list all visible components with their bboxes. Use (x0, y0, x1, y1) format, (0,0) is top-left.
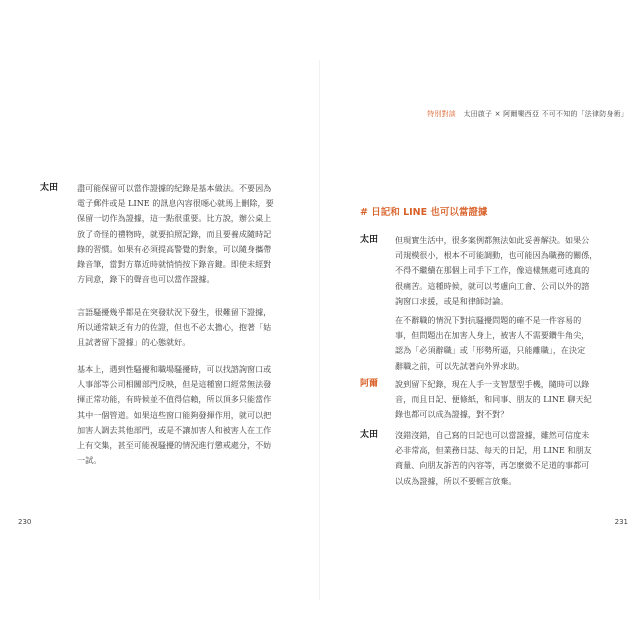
text-line: 辭職之前，可以先試著向外界求助。 (395, 360, 525, 371)
text-line: 詢窗口求援，或是和律師討論。 (395, 295, 509, 306)
text-line: 事，但問題出在加害人身上，被害人不需要鑽牛角尖， (395, 330, 590, 341)
text-line: 錄音筆，當對方靠近時就悄悄按下錄音鍵。即使未經對 (77, 259, 272, 270)
running-head (427, 109, 628, 119)
running-head-title: 太田啟子 × 阿爾樂西亞 不可不知的「法律防身術」 (463, 110, 628, 118)
text-line: 一試。 (77, 455, 102, 466)
text-line: 不得不繼續在那個上司手下工作，像這樣無處可逃真的 (395, 265, 590, 276)
text-line: 方同意，錄下的聲音也可以當作證據。 (77, 274, 215, 285)
text-line: 認為「必須辭職」或「形勢所逼，只能離職」，在決定 (395, 345, 586, 356)
speaker-label: 太田 (360, 235, 379, 245)
text-line: 錄也都可以成為證據，對不對？ (395, 409, 509, 420)
text-line: 保留一切作為證據，這一點很重要。比方說，辦公桌上 (77, 213, 272, 224)
text-line: 上有交集，甚至可能視騷擾的情況進行懲戒處分，不妨 (77, 440, 272, 451)
text-line: 很痛苦。這種時候，就可以考慮向工會、公司以外的諮 (395, 280, 590, 291)
text-line: 放了奇怪的禮物時，就要拍照記錄，而且要養成隨時記 (77, 228, 272, 239)
text-line: 沒錯沒錯，自己寫的日記也可以當證據，雖然可信度未 (395, 430, 590, 440)
text-line: 說到留下紀錄，現在人手一支智慧型手機，隨時可以錄 (395, 379, 590, 389)
text-line: 基本上，遇到性騷擾和職場騷擾時，可以找諮詢窗口或 (77, 364, 272, 374)
text-line: 但現實生活中，很多案例都無法如此妥善解決。如果公 (395, 235, 590, 245)
text-line: 人事部等公司相關部門反映，但是這種窗口經常無法發 (77, 379, 272, 390)
text-line: 且試著留下證據」的心態就好。 (77, 337, 191, 348)
text-line: 所以通常缺乏有力的佐證，但也不必太擔心，抱著「姑 (77, 322, 272, 333)
text-line: 電子郵件或是 LINE 的訊息內容很噁心就馬上刪除，要 (77, 198, 274, 209)
text-line: 其中一個管道。如果這些窗口能夠發揮作用，就可以把 (77, 409, 272, 420)
speaker-label: 太田 (40, 183, 59, 193)
text-line: 在不辭職的情況下對抗騷擾問題的確不是一件容易的 (395, 315, 582, 325)
speaker-label: 太田 (360, 430, 379, 440)
page-number-right: 231 (614, 518, 628, 526)
right-page (320, 0, 640, 640)
text-line: 錄的習慣。如果有必須提高警覺的對象，可以隨身攜帶 (77, 243, 272, 254)
text-line: 言語騷擾幾乎都是在突發狀況下發生，很難留下證據， (77, 307, 272, 317)
page-number-left: 230 (18, 518, 32, 526)
text-line: 盡可能保留可以當作證據的紀錄是基本做法。不要因為 (77, 183, 272, 193)
text-line: 音，而且日記、便條紙，和同事、朋友的 LINE 聊天紀 (395, 394, 592, 405)
text-line: 揮正常功能，有時候並不值得信賴，所以頂多只能當作 (77, 394, 272, 405)
section-heading: # 日記和 LINE 也可以當證據 (360, 207, 488, 218)
text-line: 商量、向朋友訴苦的內容等，再怎麼微不足道的事都可 (395, 460, 590, 471)
text-line: 以成為證據，所以不要輕言放棄。 (395, 475, 517, 486)
running-head-section: 特別對談 (427, 110, 457, 118)
text-line: 必非常高，但業務日誌、每天的日記，用 LINE 和朋友 (395, 445, 592, 456)
text-line: 司規模很小，根本不可能調動，也可能因為職務的關係， (395, 250, 598, 261)
text-line: 加害人調去其他部門，或是不讓加害人和被害人在工作 (77, 424, 272, 435)
speaker-label: 阿爾 (360, 379, 379, 389)
